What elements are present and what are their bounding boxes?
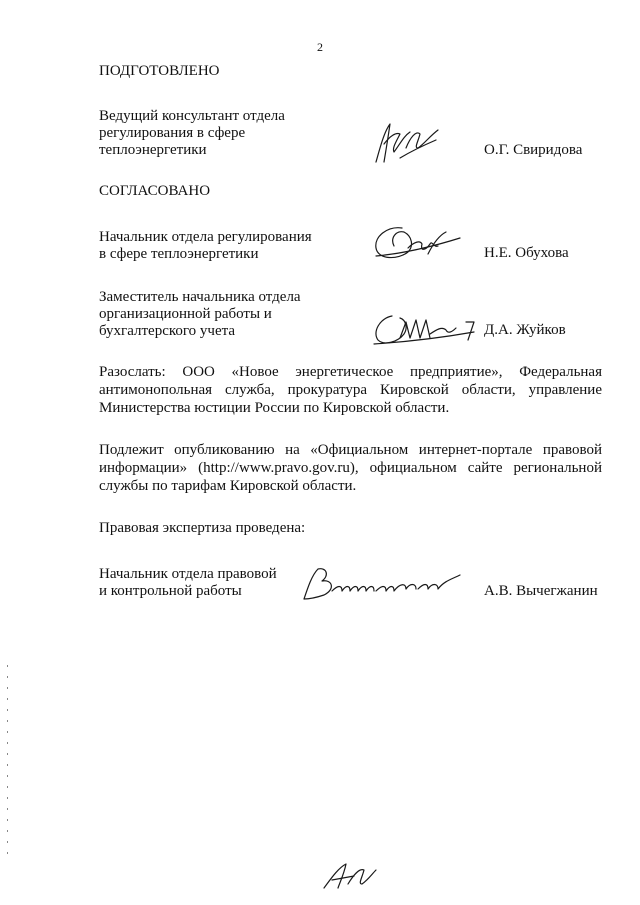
publication-line: Подлежит опубликованию на «Официальном интернет-портале правовой	[99, 442, 602, 458]
legal-review-statement: Правовая экспертиза проведена:	[99, 520, 306, 536]
publication-paragraph	[99, 441, 602, 495]
signature-sviridova	[370, 118, 442, 168]
prepared-position	[99, 108, 285, 159]
initials-mark	[318, 858, 382, 894]
position-line: организационной работы и	[99, 306, 272, 322]
position-line: бухгалтерского учета	[99, 323, 236, 339]
distribution-line: Министерства юстиции России по Кировской области.	[99, 400, 450, 416]
agreed-position-2	[99, 289, 301, 340]
distribution-paragraph	[99, 363, 602, 417]
position-line: Начальник отдела регулирования	[99, 229, 312, 245]
distribution-line: антимонопольная служба, прокуратура Кировской области, управление	[99, 382, 602, 398]
agreed-position-1	[99, 229, 312, 263]
position-line: Заместитель начальника отдела	[99, 289, 301, 305]
page-number: 2	[317, 40, 323, 54]
legal-review-name: А.В. Вычегжанин	[484, 583, 598, 599]
publication-line: службы по тарифам Кировской области.	[99, 478, 357, 494]
signature-zhuykov	[370, 308, 482, 350]
position-line: теплоэнергетики	[99, 142, 207, 158]
position-line: и контрольной работы	[99, 583, 242, 599]
distribution-line: Разослать: ООО «Новое энергетическое предприятие», Федеральная	[99, 364, 602, 380]
publication-line: информации» (http://www.pravo.gov.ru), официальном сайте региональной	[99, 460, 602, 476]
position-line: Начальник отдела правовой	[99, 566, 277, 582]
agreed-name-1: Н.Е. Обухова	[484, 245, 569, 261]
position-line: регулирования в сфере	[99, 125, 246, 141]
position-line: Ведущий консультант отдела	[99, 108, 285, 124]
prepared-heading: ПОДГОТОВЛЕНО	[99, 63, 220, 79]
agreed-name-2: Д.А. Жуйков	[484, 322, 566, 338]
position-line: в сфере теплоэнергетики	[99, 246, 259, 262]
agreed-heading: СОГЛАСОВАНО	[99, 183, 211, 199]
margin-marks	[7, 665, 8, 863]
legal-review-position	[99, 566, 277, 600]
signature-vychegzhanin	[296, 565, 468, 605]
signature-obukhova	[368, 218, 464, 266]
prepared-name: О.Г. Свиридова	[484, 142, 583, 158]
